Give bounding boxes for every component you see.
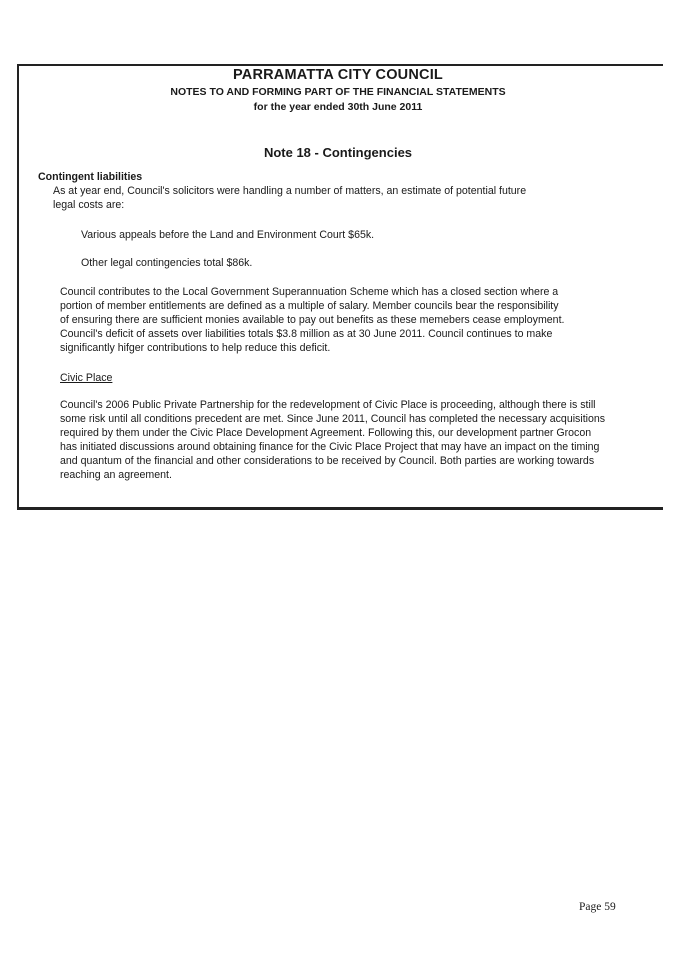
superannuation-line: Council contributes to the Local Government Superannuation Scheme which has a closed section where a <box>60 286 559 298</box>
civic-place-line: required by them under the Civic Place Development Agreement. Following this, our development partner Grocon <box>60 427 592 439</box>
superannuation-line: significantly hifger contributions to help reduce this deficit. <box>60 342 331 354</box>
page-number: Page 59 <box>579 901 616 913</box>
civic-place-line: reaching an agreement. <box>60 469 172 481</box>
civic-place-line: and quantum of the financial and other considerations to be received by Council. Both parties are working towards <box>60 455 595 467</box>
civic-place-line: some risk until all conditions precedent are met. Since June 2011, Council has completed the necessary acquisitions <box>60 413 606 425</box>
superannuation-line: portion of member entitlements are defined as a multiple of salary. Member councils bear the responsibility <box>60 300 559 312</box>
reporting-period: for the year ended 30th June 2011 <box>253 101 423 113</box>
intro-line: legal costs are: <box>53 199 125 211</box>
superannuation-line: of ensuring there are sufficient monies available to pay out benefits as these memebers cease employment. <box>60 314 565 326</box>
statement-subtitle: NOTES TO AND FORMING PART OF THE FINANCIAL STATEMENTS <box>170 86 506 98</box>
legal-cost-item: Various appeals before the Land and Environment Court $65k. <box>81 229 375 241</box>
note-title: Note 18 - Contingencies <box>263 145 413 160</box>
civic-place-line: has initiated discussions around obtaining finance for the Civic Place Project that may have an impact on the timing <box>60 441 600 453</box>
civic-place-line: Council's 2006 Public Private Partnership for the redevelopment of Civic Place is proceeding, although there is still <box>60 399 596 411</box>
legal-cost-item: Other legal contingencies total $86k. <box>81 257 253 269</box>
contingent-liabilities-heading: Contingent liabilities <box>38 171 143 183</box>
superannuation-line: Council's deficit of assets over liabilities totals $3.8 million as at 30 June 2011. Council continues to make <box>60 328 553 340</box>
intro-line: As at year end, Council's solicitors were handling a number of matters, an estimate of potential future <box>53 185 527 197</box>
civic-place-heading: Civic Place <box>60 372 113 384</box>
council-name: PARRAMATTA CITY COUNCIL <box>232 67 443 83</box>
